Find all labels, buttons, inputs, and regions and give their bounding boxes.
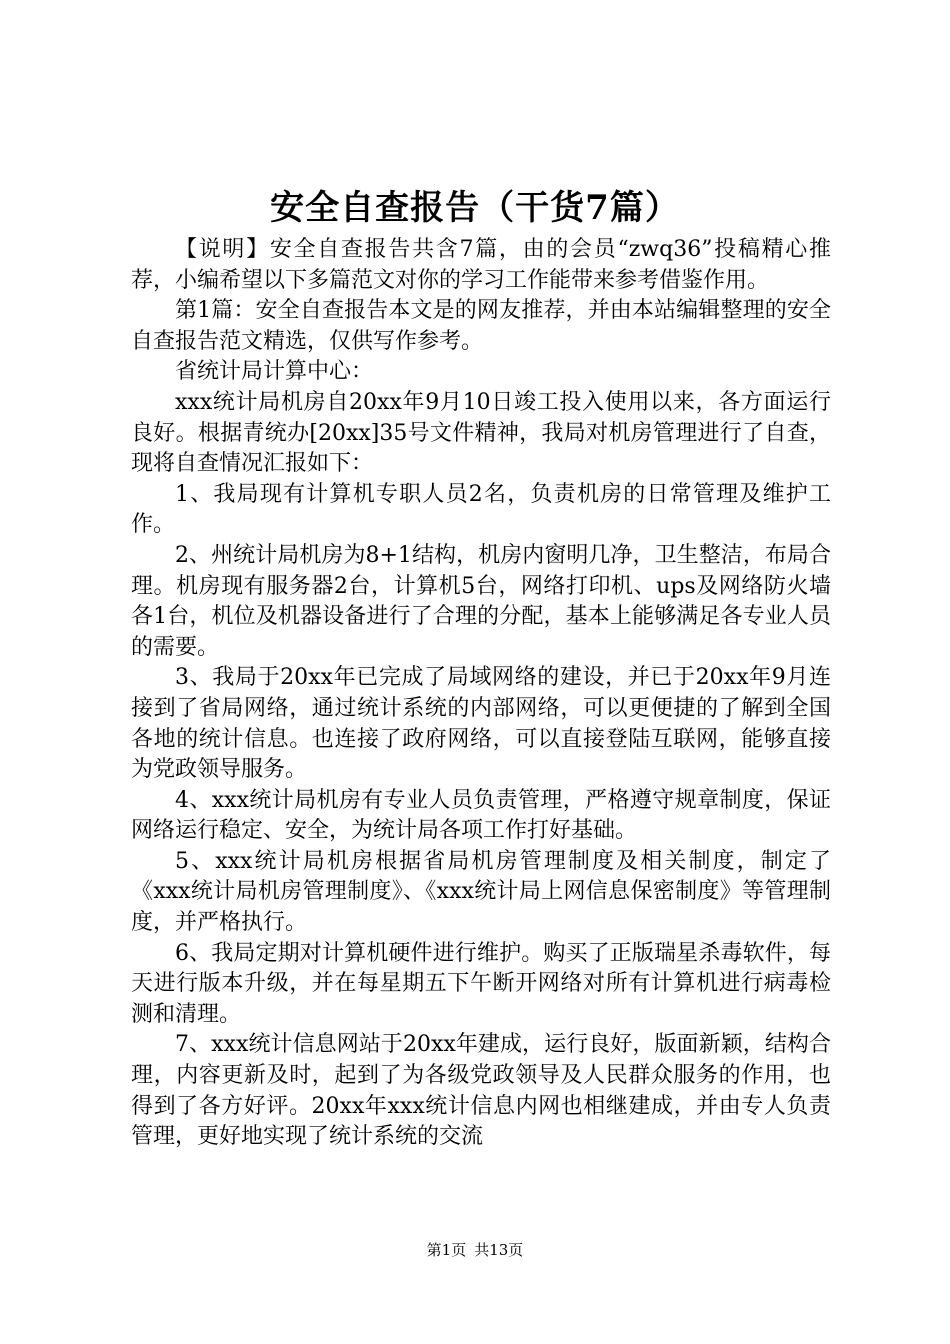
paragraph-intro: 【说明】安全自查报告共含7篇，由的会员“zwq36”投稿精心推荐，小编希望以下多篇范文对你的学习工作能带来参考借鉴作用。 xyxy=(131,237,831,293)
paragraph-item-3: 3、我局于20xx年已完成了局域网络的建设，并已于20xx年9月连接到了省局网络，通过统计系统的内部网络，可以更便捷的了解到全国各地的统计信息。也连接了政府网络，可以直接登陆互联网，能够直接为党政领导服务。 xyxy=(131,665,831,783)
paragraph-overview: xxx统计局机房自20xx年9月10日竣工投入使用以来，各方面运行良好。根据青统办[20xx]35号文件精神，我局对机房管理进行了自查，现将自查情况汇报如下： xyxy=(131,389,831,477)
document-body xyxy=(131,235,831,1153)
paragraph-salutation: 省统计局计算中心： xyxy=(175,359,374,385)
paragraph-item-2: 2、州统计局机房为8+1结构，机房内窗明几净，卫生整洁，布局合理。机房现有服务器2台，计算机5台，网络打印机、ups及网络防火墙各1台，机位及机器设备进行了合理的分配，基本上能够满足各专业人员的需要。 xyxy=(131,542,831,660)
paragraph-item-6: 6、我局定期对计算机硬件进行维护。购买了正版瑞星杀毒软件，每天进行版本升级，并在每星期五下午断开网络对所有计算机进行病毒检测和清理。 xyxy=(131,940,831,1027)
paragraph-item-4: 4、xxx统计局机房有专业人员负责管理，严格遵守规章制度，保证网络运行稳定、安全，为统计局各项工作打好基础。 xyxy=(131,787,831,844)
document-title: 安全自查报告（干货7篇） xyxy=(270,188,680,228)
paragraph-item-7: 7、xxx统计信息网站于20xx年建成，运行良好，版面新颖，结构合理，内容更新及时，起到了为各级党政领导及人民群众服务的作用，也得到了各方好评。20xx年xxx统计信息内网也相继建成，并由专人负责管理，更好地实现了统计系统的交流 xyxy=(131,1032,831,1150)
paragraph-item-1: 1、我局现有计算机专职人员2名，负责机房的日常管理及维护工作。 xyxy=(131,481,831,538)
paragraph-article-1-heading: 第1篇：安全自查报告本文是的网友推荐，并由本站编辑整理的安全自查报告范文精选，仅供写作参考。 xyxy=(131,298,831,354)
page-footer xyxy=(0,1240,950,1260)
paragraph-item-5: 5、xxx统计局机房根据省局机房管理制度及相关制度，制定了《xxx统计局机房管理制度》、《xxx统计局上网信息保密制度》等管理制度，并严格执行。 xyxy=(131,848,831,936)
page-total: 共13页 xyxy=(474,1241,524,1259)
page-number: 第1页 xyxy=(426,1241,467,1259)
